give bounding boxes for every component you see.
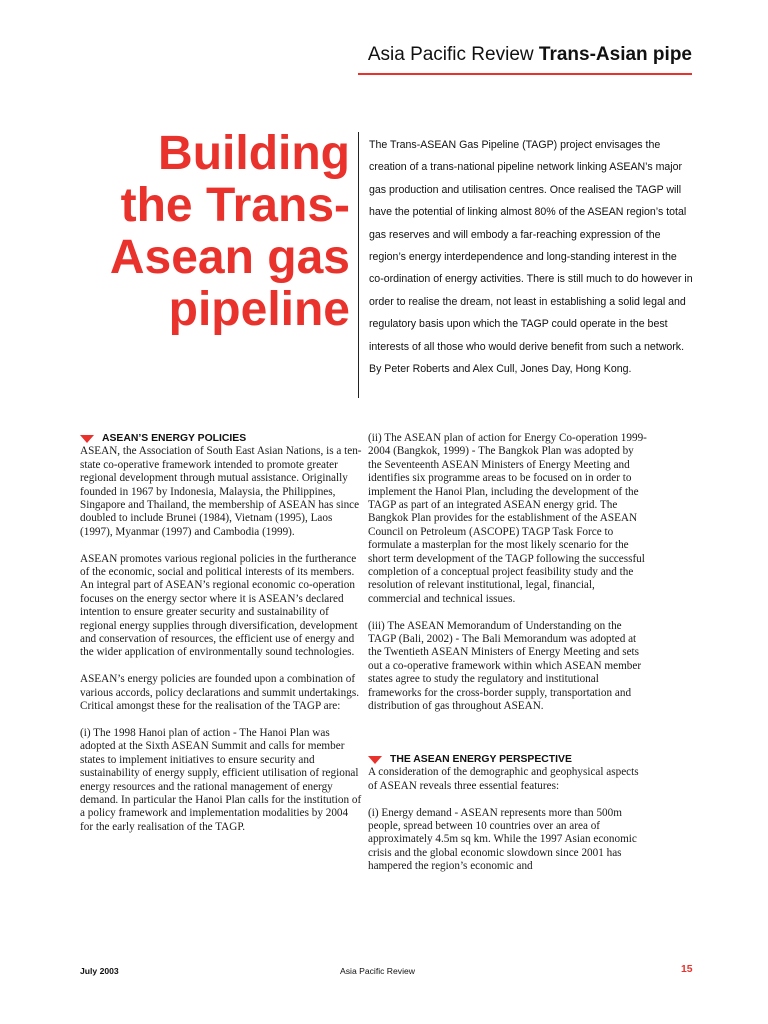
- footer-publication: Asia Pacific Review: [340, 966, 415, 976]
- header-rule: [358, 73, 692, 75]
- body-paragraph: (i) Energy demand - ASEAN represents more than 500m people, spread between 10 countries over an area of approximately 4.5m sq km. While the 1997 Asian economic crisis and the global economic slowdown since 2001 has hampered the region’s economic and: [368, 806, 637, 873]
- title-line-3: Asean gas: [109, 231, 350, 284]
- body-paragraph: (i) The 1998 Hanoi plan of action - The Hanoi Plan was adopted at the Sixth ASEAN Summit and calls for member states to implement initiatives to ensure security and sustainability of energy supply, efficient utilisation of regional energy resources and the rational management of energy demand. In particular the Hanoi Plan calls for the institution of a policy framework and implementation modalities by 2004 for the early realisation of the TAGP.: [80, 726, 362, 833]
- body-paragraph: ASEAN, the Association of South East Asian Nations, is a ten-state co-operative framework intended to promote greater regional development through mutual assistance. Originally founded in 1967 by Indonesia, Malaysia, the Philippines, Singapore and Thailand, the membership of ASEAN has since doubled to include Brunei (1984), Vietnam (1995), Laos (1997), Myanmar (1997) and Cambodia (1999).: [80, 445, 362, 538]
- page-number: 15: [681, 964, 693, 975]
- section-heading-text: THE ASEAN ENERGY PERSPECTIVE: [390, 753, 572, 765]
- title-line-4: pipeline: [168, 283, 350, 336]
- body-paragraph: ASEAN promotes various regional policies in the furtherance of the economic, social and political interests of its members. An integral part of ASEAN’s regional economic co-operation focuses on the energy sector where it is ASEAN’s declared intention to ensure greater security and sustainability of regional energy supplies through diversification, development and conservation of resources, the efficient use of energy and the wider application of environmentally sound technologies.: [80, 552, 358, 659]
- title-line-1: Building: [158, 127, 350, 180]
- body-paragraph: ASEAN’s energy policies are founded upon a combination of various accords, policy declarations and summit undertakings. Critical amongst these for the realisation of the TAGP are:: [80, 673, 359, 713]
- red-arrow-icon: [80, 435, 94, 443]
- title-line-2: the Trans-: [120, 179, 350, 232]
- spacer: [368, 727, 650, 753]
- section-heading-energy-policies: [80, 432, 362, 445]
- footer-date: July 2003: [80, 966, 119, 976]
- right-column: [368, 432, 650, 887]
- running-header: [368, 44, 692, 66]
- body-paragraph: A consideration of the demographic and geophysical aspects of ASEAN reveals three essential features:: [368, 766, 639, 792]
- body-paragraph: (ii) The ASEAN plan of action for Energy Co-operation 1999-2004 (Bangkok, 1999) - The Bangkok Plan was adopted by the Seventeenth ASEAN Ministers of Energy Meeting and identifies six programme areas to be focused on in order to implement the Hanoi Plan, including the development of the TAGP as part of an integrated ASEAN energy grid. The Bangkok Plan provides for the establishment of the ASEAN Council on Petroleum (ASCOPE) TAGP Task Force to formulate a masterplan for the most likely scenario for the short term development of the TAGP following the successful completion of a conceptual project feasibility study and the resolution of relevant institutional, legal, financial, commercial and technical issues.: [368, 432, 647, 605]
- title-divider: [358, 132, 359, 398]
- header-publication: Asia Pacific Review: [367, 44, 534, 65]
- header-section: Trans-Asian pipe: [538, 44, 692, 65]
- red-arrow-icon: [368, 756, 382, 764]
- article-title: [30, 128, 350, 336]
- left-column: [80, 432, 362, 848]
- section-heading-text: ASEAN’S ENERGY POLICIES: [102, 433, 247, 444]
- section-heading-energy-perspective: [368, 753, 650, 766]
- body-paragraph: (iii) The ASEAN Memorandum of Understanding on the TAGP (Bali, 2002) - The Bali Memorandum was adopted at the Twentieth ASEAN Ministers of Energy Meeting and sets out a co-operative framework within which ASEAN member states agree to study the regulatory and institutional frameworks for the cross-border supply, transportation and distribution of gas throughout ASEAN.: [368, 619, 642, 713]
- intro-standfirst: The Trans-ASEAN Gas Pipeline (TAGP) project envisages the creation of a trans-national pipeline network linking ASEAN’s major gas production and utilisation centres. Once realised the TAGP will have the potential of linking almost 80% of the ASEAN region’s total gas reserves and will embody a far-reaching expression of the region’s energy interdependence and long-standing interest in the co-ordination of energy activities. There is still much to do however in order to realise the dream, not least in establishing a solid legal and regulatory basis upon which the TAGP could operate in the best interests of all those who would derive benefit from such a network. By Peter Roberts and Alex Cull, Jones Day, Hong Kong.: [369, 139, 693, 376]
